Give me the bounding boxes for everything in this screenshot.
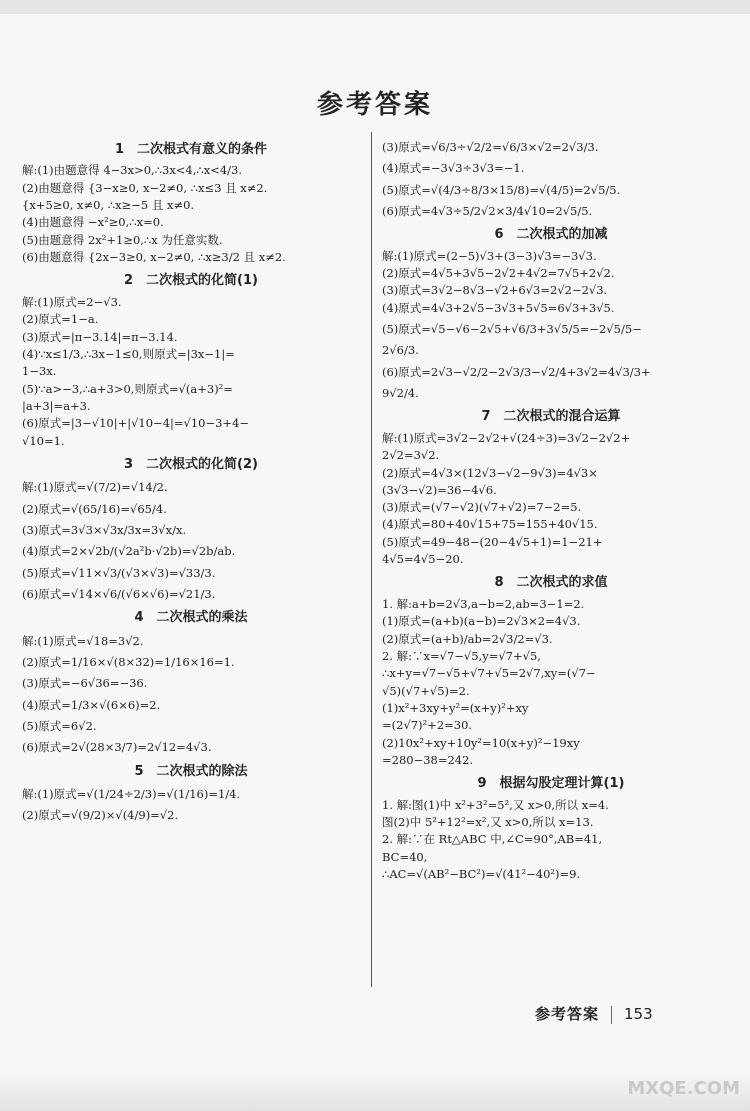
answer-line: =(2√7)²+2=30. <box>382 718 473 733</box>
answer-line: (5)原式=√(4/3÷8/3×15/8)=√(4/5)=2√5/5. <box>382 182 621 197</box>
answer-line: (4)∵x≤1/3,∴3x−1≤0,则原式=|3x−1|= <box>22 346 235 361</box>
section-heading: 8 二次根式的求值 <box>494 575 608 591</box>
answer-line: 解:(1)由题意得 4−3x>0,∴3x<4,∴x<4/3. <box>22 163 243 178</box>
answer-line: {x+5≥0, x≠0, ∴x≥−5 且 x≠0. <box>22 198 195 213</box>
footer-separator <box>611 1006 612 1024</box>
answer-line: (4)原式=1/3×√(6×6)=2. <box>22 697 161 712</box>
answer-line: (4)由题意得 −x²≥0,∴x=0. <box>22 215 164 230</box>
answer-line: (5)由题意得 2x²+1≥0,∴x 为任意实数. <box>22 232 223 247</box>
answer-line: 2√2=3√2. <box>382 448 440 463</box>
scan-top-band <box>0 0 750 14</box>
answer-line: (5)原式=√5−√6−2√5+√6/3+3√5/5=−2√5/5− <box>382 322 642 337</box>
answer-line: 解:(1)原式=2−√3. <box>22 294 122 309</box>
answer-line: (6)由题意得 {2x−3≥0, x−2≠0, ∴x≥3/2 且 x≠2. <box>22 250 286 265</box>
answer-line: 2. 解:∵x=√7−√5,y=√7+√5, <box>382 648 541 663</box>
answer-line: (3)原式=|π−3.14|=π−3.14. <box>22 329 178 344</box>
footer-title: 参考答案 <box>535 1005 600 1023</box>
answer-line: (3)原式=−6√36=−36. <box>22 676 148 691</box>
answer-line: √5)(√7+√5)=2. <box>382 683 470 698</box>
right-column <box>382 134 720 883</box>
section-heading: 9 根据勾股定理计算(1) <box>477 776 625 792</box>
answer-line: (5)原式=49−48−(20−4√5+1)=1−21+ <box>382 534 603 549</box>
answer-line: (3)原式=3√2−8√3−√2+6√3=2√2−2√3. <box>382 283 608 298</box>
answer-line: 解:(1)原式=3√2−2√2+√(24÷3)=3√2−2√2+ <box>382 430 631 445</box>
answer-line: ∴AC=√(AB²−BC²)=√(41²−40²)=9. <box>382 866 581 881</box>
answer-line: (5)原式=√11×√3/(√3×√3)=√33/3. <box>22 565 216 580</box>
answer-line: (2)10x²+xy+10y²=10(x+y)²−19xy <box>382 735 580 750</box>
answer-line: =280−38=242. <box>382 752 474 767</box>
page-number: 153 <box>624 1005 653 1023</box>
answer-line: (6)原式=√14×√6/(√6×√6)=√21/3. <box>22 586 216 601</box>
answer-line: √10=1. <box>22 433 65 448</box>
answer-line: (3)原式=3√3×√3x/3x=3√x/x. <box>22 522 187 537</box>
answer-line: 解:(1)原式=(2−5)√3+(3−3)√3=−3√3. <box>382 248 597 263</box>
section-heading: 1 二次根式有意义的条件 <box>114 142 268 157</box>
answer-line: (2)原式=√(9/2)×√(4/9)=√2. <box>22 808 179 823</box>
answer-line: 1. 解:a+b=2√3,a−b=2,ab=3−1=2. <box>382 596 585 611</box>
answer-line: 1. 解:图(1)中 x²+3²=5²,又 x>0,所以 x=4. <box>382 797 609 812</box>
answer-line: (2)原式=1−a. <box>22 312 99 327</box>
section-heading: 3 二次根式的化简(2) <box>124 456 258 472</box>
left-column <box>22 134 360 829</box>
answer-line: 4√5=4√5−20. <box>382 552 464 567</box>
answer-line: (3√3−√2)=36−4√6. <box>382 482 497 497</box>
section-heading: 2 二次根式的化简(1) <box>124 273 258 289</box>
section-heading: 4 二次根式的乘法 <box>134 610 248 626</box>
answer-line: ∴x+y=√7−√5+√7+√5=2√7,xy=(√7− <box>382 666 596 681</box>
answer-line: (2)原式=√(65/16)=√65/4. <box>22 501 167 516</box>
answer-line: 解:(1)原式=√18=3√2. <box>22 633 144 648</box>
answer-line: 9√2/4. <box>382 386 419 401</box>
watermark-logo: MXQE.COM <box>627 1078 740 1099</box>
answer-line: (5)原式=6√2. <box>22 719 97 734</box>
answer-line: (6)原式=|3−√10|+|√10−4|=√10−3+4− <box>22 416 250 431</box>
answer-line: (4)原式=2×√2b/(√2a²b·√2b)=√2b/ab. <box>22 544 236 559</box>
answer-line: 2. 解:∵在 Rt△ABC 中,∠C=90°,AB=41, <box>382 832 603 847</box>
answer-line: 解:(1)原式=√(7/2)=√14/2. <box>22 480 168 495</box>
answer-line: (2)原式=4√5+3√5−2√2+4√2=7√5+2√2. <box>382 266 615 281</box>
answer-line: 解:(1)原式=√(1/24÷2/3)=√(1/16)=1/4. <box>22 787 241 802</box>
answer-line: 2√6/3. <box>382 343 419 358</box>
answer-line: 图(2)中 5²+12²=x²,又 x>0,所以 x=13. <box>382 814 594 829</box>
answer-line: BC=40, <box>382 849 428 864</box>
page-title: 参考答案 <box>316 90 433 120</box>
answer-line: (2)原式=4√3×(12√3−√2−9√3)=4√3× <box>382 465 598 480</box>
column-divider <box>371 132 372 987</box>
answer-line: (6)原式=2√3−√2/2−2√3/3−√2/4+3√2=4√3/3+ <box>382 364 651 379</box>
answer-line: 1−3x. <box>22 364 57 379</box>
section-heading: 7 二次根式的混合运算 <box>481 409 621 425</box>
answer-line: (2)原式=(a+b)/ab=2√3/2=√3. <box>382 631 553 646</box>
answer-line: (4)原式=4√3+2√5−3√3+5√5=6√3+3√5. <box>382 300 615 315</box>
answer-line: (4)原式=80+40√15+75=155+40√15. <box>382 517 598 532</box>
answer-line: |a+3|=a+3. <box>22 398 91 413</box>
answer-line: (6)原式=2√(28×3/7)=2√12=4√3. <box>22 740 212 755</box>
answer-line: (4)原式=−3√3÷3√3=−1. <box>382 161 525 176</box>
page-footer <box>535 1003 653 1024</box>
section-heading: 5 二次根式的除法 <box>134 763 248 779</box>
answer-line: (1)x²+3xy+y²=(x+y)²+xy <box>382 700 529 715</box>
answer-line: (3)原式=√6/3÷√2/2=√6/3×√2=2√3/3. <box>382 140 599 154</box>
section-heading: 6 二次根式的加减 <box>494 227 608 243</box>
answer-line: (3)原式=(√7−√2)(√7+√2)=7−2=5. <box>382 500 582 515</box>
answer-line: (2)原式=1/16×√(8×32)=1/16×16=1. <box>22 655 235 670</box>
answer-line: (5)∵a>−3,∴a+3>0,则原式=√(a+3)²= <box>22 381 233 396</box>
answer-line: (1)原式=(a+b)(a−b)=2√3×2=4√3. <box>382 614 581 629</box>
answer-line: (2)由题意得 {3−x≥0, x−2≠0, ∴x≤3 且 x≠2. <box>22 180 268 195</box>
answer-line: (6)原式=4√3÷5/2√2×3/4√10=2√5/5. <box>382 203 593 218</box>
